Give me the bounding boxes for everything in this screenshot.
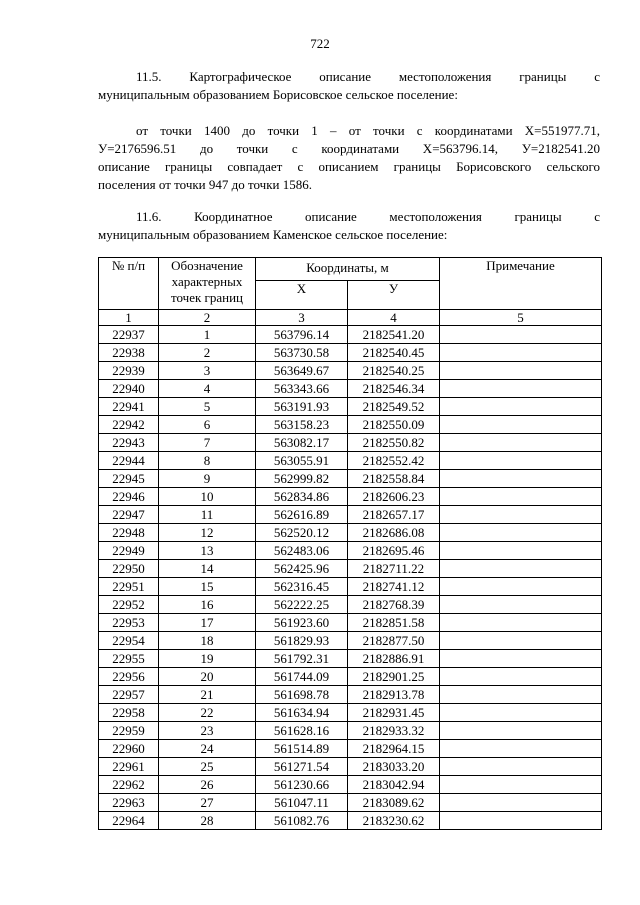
coord-y: 2182964.15 — [348, 740, 440, 758]
note — [440, 668, 602, 686]
table-row — [99, 524, 602, 542]
row-number: 22941 — [99, 398, 159, 416]
coord-x: 561698.78 — [256, 686, 348, 704]
note — [440, 596, 602, 614]
row-number: 22963 — [99, 794, 159, 812]
note — [440, 488, 602, 506]
note — [440, 434, 602, 452]
coord-x: 561634.94 — [256, 704, 348, 722]
coord-x: 562222.25 — [256, 596, 348, 614]
row-number: 22961 — [99, 758, 159, 776]
note — [440, 650, 602, 668]
row-number: 22943 — [99, 434, 159, 452]
point-label: 26 — [159, 776, 256, 794]
coord-y: 2182686.08 — [348, 524, 440, 542]
coord-y: 2182931.45 — [348, 704, 440, 722]
note — [440, 560, 602, 578]
note — [440, 362, 602, 380]
table-row — [99, 398, 602, 416]
note — [440, 740, 602, 758]
coord-x: 561923.60 — [256, 614, 348, 632]
row-number: 22962 — [99, 776, 159, 794]
table-row — [99, 776, 602, 794]
heading-line: муниципальным образованием Борисовское сельское поселение: — [98, 87, 458, 102]
column-number: 1 — [99, 310, 159, 326]
table-row — [99, 560, 602, 578]
coord-y: 2182901.25 — [348, 668, 440, 686]
point-label: 18 — [159, 632, 256, 650]
section-11-5-body — [98, 122, 600, 194]
coord-x: 563796.14 — [256, 326, 348, 344]
row-number: 22954 — [99, 632, 159, 650]
row-number: 22939 — [99, 362, 159, 380]
table-row — [99, 794, 602, 812]
heading-line: 11.5. Картографическое описание местоположения границы с — [136, 69, 600, 84]
row-number: 22960 — [99, 740, 159, 758]
coord-x: 563730.58 — [256, 344, 348, 362]
point-label: 10 — [159, 488, 256, 506]
header-num: № п/п — [99, 258, 159, 310]
note — [440, 344, 602, 362]
row-number: 22958 — [99, 704, 159, 722]
row-number: 22940 — [99, 380, 159, 398]
row-number: 22964 — [99, 812, 159, 830]
table-row — [99, 812, 602, 830]
point-label: 7 — [159, 434, 256, 452]
coord-x: 561628.16 — [256, 722, 348, 740]
note — [440, 380, 602, 398]
coord-y: 2182768.39 — [348, 596, 440, 614]
note — [440, 578, 602, 596]
row-number: 22948 — [99, 524, 159, 542]
point-label: 12 — [159, 524, 256, 542]
table-row — [99, 614, 602, 632]
point-label: 11 — [159, 506, 256, 524]
table-row — [99, 758, 602, 776]
body-line: У=2176596.51 до точки с координатами X=563796.14, У=2182541.20 — [98, 141, 600, 156]
table-row — [99, 362, 602, 380]
row-number: 22949 — [99, 542, 159, 560]
row-number: 22953 — [99, 614, 159, 632]
coord-x: 562999.82 — [256, 470, 348, 488]
coord-x: 562520.12 — [256, 524, 348, 542]
note — [440, 794, 602, 812]
point-label: 1 — [159, 326, 256, 344]
table-row — [99, 434, 602, 452]
coord-y: 2182552.42 — [348, 452, 440, 470]
coord-y: 2182606.23 — [348, 488, 440, 506]
coord-y: 2182851.58 — [348, 614, 440, 632]
coord-y: 2182541.20 — [348, 326, 440, 344]
row-number: 22942 — [99, 416, 159, 434]
table-row — [99, 578, 602, 596]
table-row — [99, 344, 602, 362]
point-label: 27 — [159, 794, 256, 812]
point-label: 13 — [159, 542, 256, 560]
coord-y: 2182558.84 — [348, 470, 440, 488]
point-label: 28 — [159, 812, 256, 830]
row-number: 22937 — [99, 326, 159, 344]
row-number: 22944 — [99, 452, 159, 470]
coord-y: 2183033.20 — [348, 758, 440, 776]
coord-y: 2182877.50 — [348, 632, 440, 650]
table-row — [99, 668, 602, 686]
row-number: 22946 — [99, 488, 159, 506]
coord-y: 2182546.34 — [348, 380, 440, 398]
note — [440, 722, 602, 740]
coord-y: 2182711.22 — [348, 560, 440, 578]
table-row — [99, 722, 602, 740]
header-point-label: Обозначение характерных точек границ — [159, 258, 256, 310]
coord-y: 2182741.12 — [348, 578, 440, 596]
column-number: 3 — [256, 310, 348, 326]
note — [440, 542, 602, 560]
note — [440, 812, 602, 830]
body-line: от точки 1400 до точки 1 – от точки с координатами X=551977.71, — [136, 123, 600, 138]
row-number: 22952 — [99, 596, 159, 614]
table-row — [99, 632, 602, 650]
point-label: 19 — [159, 650, 256, 668]
row-number: 22947 — [99, 506, 159, 524]
note — [440, 776, 602, 794]
coord-x: 563055.91 — [256, 452, 348, 470]
coord-y: 2182540.25 — [348, 362, 440, 380]
note — [440, 452, 602, 470]
header-note: Примечание — [440, 258, 602, 310]
table-row — [99, 452, 602, 470]
coord-x: 561271.54 — [256, 758, 348, 776]
note — [440, 632, 602, 650]
point-label: 24 — [159, 740, 256, 758]
row-number: 22955 — [99, 650, 159, 668]
coord-y: 2182550.09 — [348, 416, 440, 434]
row-number: 22959 — [99, 722, 159, 740]
note — [440, 524, 602, 542]
coord-y: 2182695.46 — [348, 542, 440, 560]
coordinates-table — [98, 257, 602, 830]
coord-x: 562316.45 — [256, 578, 348, 596]
table-row — [99, 488, 602, 506]
table-row — [99, 596, 602, 614]
coord-x: 561792.31 — [256, 650, 348, 668]
point-label: 14 — [159, 560, 256, 578]
note — [440, 506, 602, 524]
header-x: X — [256, 281, 348, 310]
row-number: 22950 — [99, 560, 159, 578]
table-row — [99, 326, 602, 344]
point-label: 6 — [159, 416, 256, 434]
coord-x: 563158.23 — [256, 416, 348, 434]
row-number: 22951 — [99, 578, 159, 596]
coord-y: 2182913.78 — [348, 686, 440, 704]
point-label: 5 — [159, 398, 256, 416]
table-row — [99, 686, 602, 704]
coord-y: 2182549.52 — [348, 398, 440, 416]
note — [440, 704, 602, 722]
coord-y: 2182550.82 — [348, 434, 440, 452]
coord-x: 562425.96 — [256, 560, 348, 578]
coord-y: 2183042.94 — [348, 776, 440, 794]
coord-y: 2182933.32 — [348, 722, 440, 740]
coord-x: 563649.67 — [256, 362, 348, 380]
note — [440, 470, 602, 488]
point-label: 15 — [159, 578, 256, 596]
point-label: 23 — [159, 722, 256, 740]
table-row — [99, 380, 602, 398]
point-label: 3 — [159, 362, 256, 380]
coord-x: 563191.93 — [256, 398, 348, 416]
column-number-row — [99, 310, 602, 326]
heading-line: муниципальным образованием Каменское сельское поселение: — [98, 227, 448, 242]
coord-x: 563343.66 — [256, 380, 348, 398]
column-number: 2 — [159, 310, 256, 326]
coord-y: 2182657.17 — [348, 506, 440, 524]
coord-y: 2182540.45 — [348, 344, 440, 362]
coord-x: 561230.66 — [256, 776, 348, 794]
note — [440, 686, 602, 704]
point-label: 21 — [159, 686, 256, 704]
coord-x: 562834.86 — [256, 488, 348, 506]
coord-x: 561829.93 — [256, 632, 348, 650]
point-label: 25 — [159, 758, 256, 776]
point-label: 8 — [159, 452, 256, 470]
heading-line: 11.6. Координатное описание местоположения границы с — [136, 209, 600, 224]
coord-x: 563082.17 — [256, 434, 348, 452]
point-label: 22 — [159, 704, 256, 722]
note — [440, 326, 602, 344]
table-row — [99, 470, 602, 488]
note — [440, 416, 602, 434]
column-number: 5 — [440, 310, 602, 326]
table-row — [99, 416, 602, 434]
point-label: 20 — [159, 668, 256, 686]
body-line: поселения от точки 947 до точки 1586. — [98, 177, 312, 192]
point-label: 17 — [159, 614, 256, 632]
table-row — [99, 740, 602, 758]
coord-y: 2183230.62 — [348, 812, 440, 830]
note — [440, 398, 602, 416]
page-number: 722 — [310, 36, 330, 51]
table-row — [99, 506, 602, 524]
coord-y: 2182886.91 — [348, 650, 440, 668]
row-number: 22957 — [99, 686, 159, 704]
note — [440, 614, 602, 632]
row-number: 22938 — [99, 344, 159, 362]
coord-y: 2183089.62 — [348, 794, 440, 812]
section-11-6-heading — [98, 208, 600, 244]
point-label: 4 — [159, 380, 256, 398]
section-11-5-heading — [98, 68, 600, 104]
coord-x: 561514.89 — [256, 740, 348, 758]
header-coords: Координаты, м — [256, 258, 440, 281]
table-body — [99, 326, 602, 830]
coord-x: 562616.89 — [256, 506, 348, 524]
table-row — [99, 650, 602, 668]
table-row — [99, 542, 602, 560]
row-number: 22945 — [99, 470, 159, 488]
body-line: описание границы совпадает с описанием границы Борисовского сельского — [98, 159, 600, 174]
point-label: 16 — [159, 596, 256, 614]
point-label: 9 — [159, 470, 256, 488]
coord-x: 561744.09 — [256, 668, 348, 686]
coord-x: 561082.76 — [256, 812, 348, 830]
header-y: У — [348, 281, 440, 310]
row-number: 22956 — [99, 668, 159, 686]
table-row — [99, 704, 602, 722]
note — [440, 758, 602, 776]
coord-x: 561047.11 — [256, 794, 348, 812]
column-number: 4 — [348, 310, 440, 326]
coord-x: 562483.06 — [256, 542, 348, 560]
point-label: 2 — [159, 344, 256, 362]
